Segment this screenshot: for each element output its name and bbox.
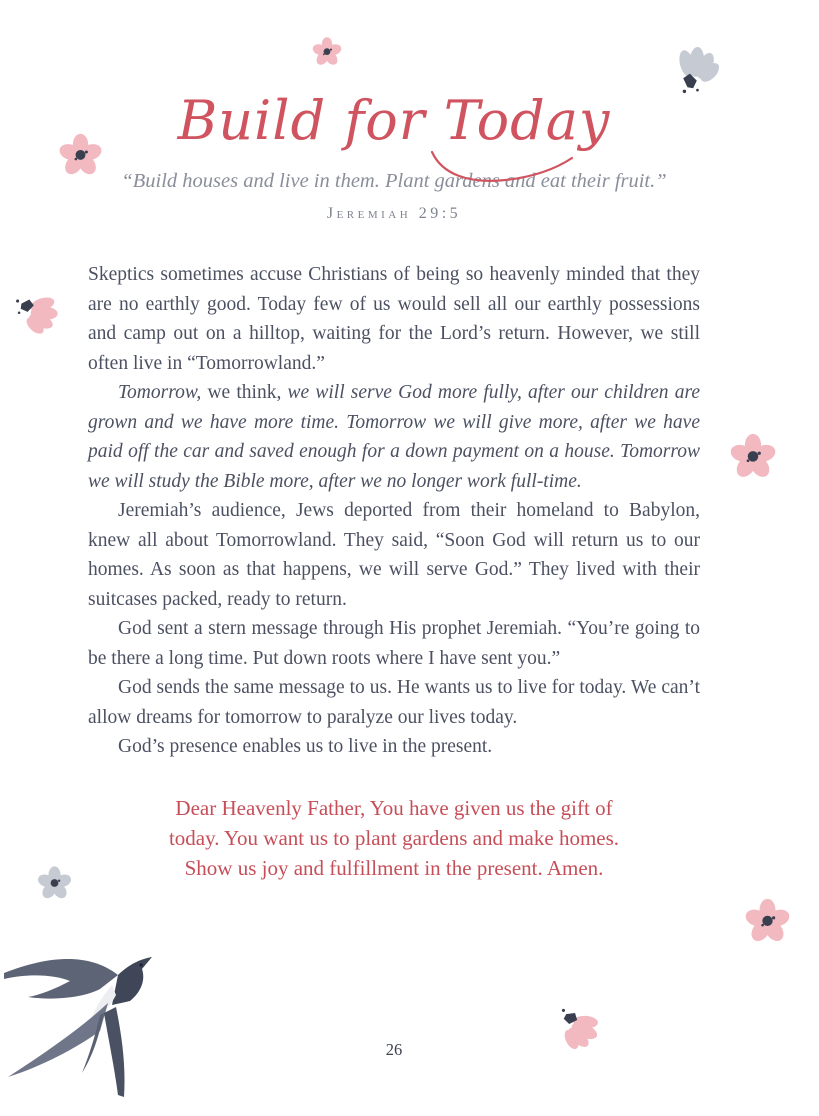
paragraph xyxy=(88,496,700,614)
body-text-segment: we think, xyxy=(201,382,288,404)
pink-blossom-icon xyxy=(743,897,792,946)
body-text-segment: God sent a stern message through His prophet Jeremiah. “You’re going to be there a long time. Put down roots where I have sent you.” xyxy=(88,618,700,669)
paragraph xyxy=(88,378,700,496)
paragraph xyxy=(88,732,700,762)
paragraph xyxy=(88,673,700,732)
paragraph xyxy=(88,260,700,378)
title-flourish-icon xyxy=(428,148,578,190)
content-column xyxy=(88,0,700,883)
page-title: Build for Today xyxy=(177,89,611,152)
italic-text: we will serve God more fully, after our children are grown and we have more time. Tomorrow we will give more, after we have paid off the car and saved enough for a down payment on a house. Tomorrow we will study the Bible more, after we no longer work full-time. xyxy=(88,382,701,492)
body-text-segment: God sends the same message to us. He wants us to live for today. We can’t allow dreams for tomorrow to paralyze our lives today. xyxy=(88,677,700,728)
italic-text: Tomorrow, xyxy=(118,382,202,404)
scripture-reference: Jeremiah 29:5 xyxy=(326,205,462,223)
prayer-block xyxy=(88,793,700,883)
body-text xyxy=(88,260,700,762)
scripture-verse: “Build houses and live in them. Plant gardens and eat their fruit.” xyxy=(121,170,667,193)
paragraph xyxy=(88,614,700,673)
prayer-line: Show us joy and fulfillment in the present. Amen. xyxy=(184,855,604,880)
gray-blossom-icon xyxy=(36,865,73,902)
body-text-segment: Skeptics sometimes accuse Christians of being so heavenly minded that they are no earthly good. Today few of us would sell all our earthly possessions and camp out on a hilltop, waiting for the Lord’s return. However, we still often live in “Tomorrowland.” xyxy=(88,264,700,374)
body-text-segment: God’s presence enables us to live in the present. xyxy=(118,736,493,758)
prayer-line: Dear Heavenly Father, You have given us the gift of xyxy=(175,795,613,820)
pink-blossom-icon xyxy=(728,432,778,482)
prayer-line: today. You want us to plant gardens and make homes. xyxy=(168,825,620,850)
pink-blossom-side-icon xyxy=(7,288,64,337)
swallow-illustration xyxy=(0,945,170,1115)
body-text-segment: Jeremiah’s audience, Jews deported from their homeland to Babylon, knew all about Tomorrowland. They said, “Soon God will return us to our homes. As soon as that happens, we will serve God.” They lived with their suitcases packed, ready to return. xyxy=(88,500,700,610)
page-number: 26 xyxy=(385,1040,403,1059)
